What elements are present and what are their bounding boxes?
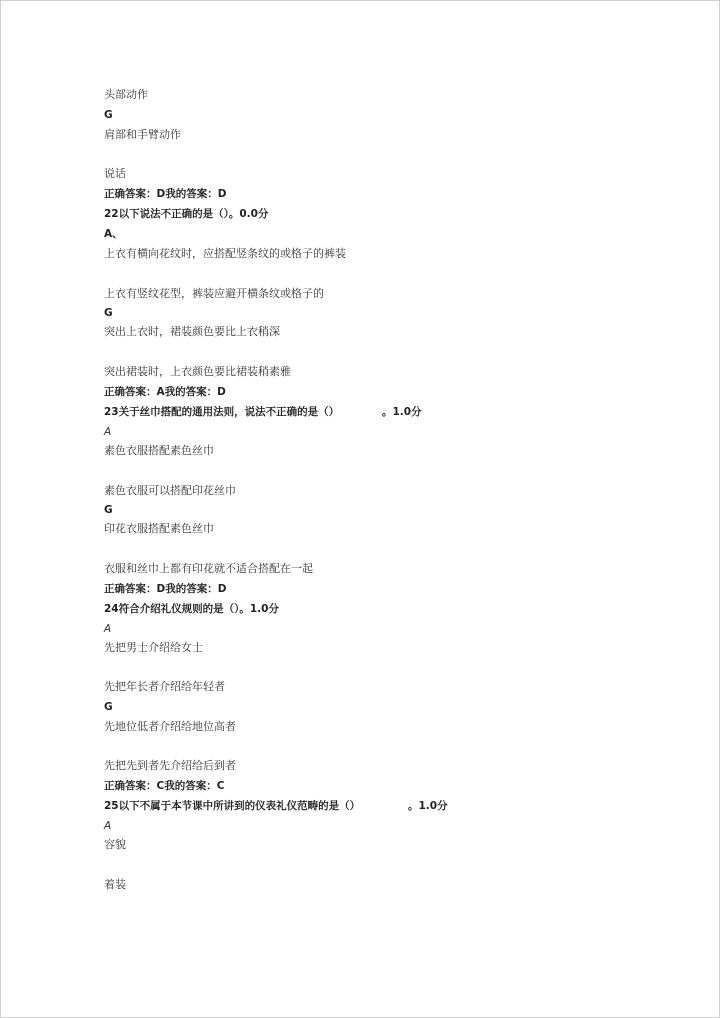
option-text: 头部动作: [104, 88, 148, 101]
question-25: 25以下不属于本节课中所讲到的仪表礼仪范畴的是（）: [104, 800, 361, 812]
question-24: 24符合介绍礼仪规则的是（）。1.0分: [104, 603, 279, 615]
option-text: 先把先到者先介绍给后到者: [104, 759, 236, 772]
option-text: 上衣有横向花纹时，应搭配竖条纹的或格子的裤装: [104, 247, 346, 260]
option-text: 上衣有竖纹花型，裤装应避开横条纹或格子的: [104, 287, 324, 300]
answer-line: 正确答案：D我的答案：D: [104, 583, 227, 595]
question-22: 22以下说法不正确的是（）。0.0分: [104, 208, 269, 220]
option-text: 肩部和手臂动作: [104, 128, 181, 141]
option-text: 突出裙装时，上衣颜色要比裙装稍素雅: [104, 365, 291, 378]
option-text: 衣服和丝巾上都有印花就不适合搭配在一起: [104, 562, 313, 575]
option-marker: A: [104, 820, 112, 832]
option-text: 容貌: [104, 838, 126, 851]
option-text: 素色衣服搭配素色丝巾: [104, 444, 214, 457]
option-marker: G: [104, 701, 113, 713]
option-marker: G: [104, 307, 113, 319]
option-marker: A、: [104, 228, 123, 240]
question-23: 23关于丝巾搭配的通用法则，说法不正确的是（）: [104, 406, 340, 418]
option-text: 说话: [104, 167, 126, 180]
option-marker: A: [104, 623, 112, 635]
question-25-score: 。1.0分: [408, 800, 448, 812]
option-text: 印花衣服搭配素色丝巾: [104, 522, 214, 535]
option-marker: G: [104, 504, 113, 516]
option-marker: A: [104, 426, 112, 438]
answer-line: 正确答案：C我的答案：C: [104, 780, 225, 792]
option-text: 着装: [104, 878, 126, 891]
option-marker: G: [104, 109, 113, 121]
answer-line: 正确答案：D我的答案：D: [104, 188, 227, 200]
answer-line: 正确答案：A我的答案：D: [104, 386, 226, 398]
option-text: 素色衣服可以搭配印花丝巾: [104, 484, 236, 497]
question-23-score: 。1.0分: [382, 406, 422, 418]
option-text: 先把年长者介绍给年轻者: [104, 680, 225, 693]
option-text: 突出上衣时，裙装颜色要比上衣稍深: [104, 325, 280, 338]
option-text: 先地位低者介绍给地位高者: [104, 720, 236, 733]
option-text: 先把男士介绍给女士: [104, 641, 203, 654]
